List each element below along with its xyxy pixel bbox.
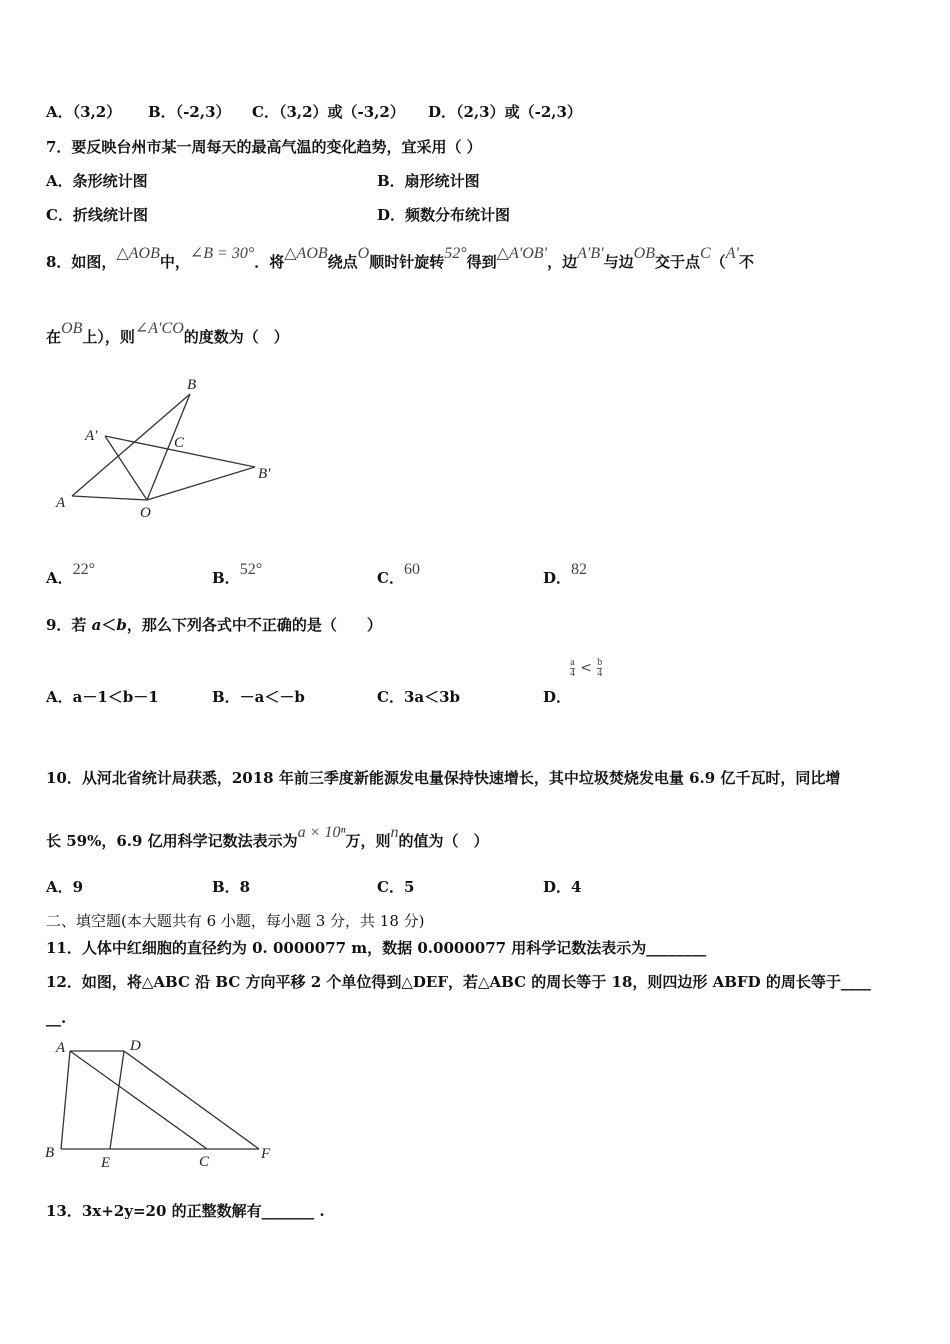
label-C: C: [174, 435, 185, 451]
label-E: E: [101, 1155, 111, 1171]
q10-text: 万，则: [345, 832, 391, 850]
label-C: C: [199, 1154, 210, 1170]
q9-option-d: [543, 656, 603, 707]
segment-AC: [70, 1051, 207, 1149]
q8-math: △AOB: [284, 245, 328, 262]
q8-option-label: A．: [46, 569, 73, 587]
q8-rotation-figure: [50, 370, 290, 520]
q6-option-b: B．（-2,3）: [148, 103, 231, 121]
q9-text: 9．若: [46, 616, 92, 634]
q13-stem: 13．3x+2y=20 的正整数解有_______ .: [46, 1202, 325, 1220]
q8-text: （: [710, 253, 726, 271]
q6-option-d: D．（2,3）或（-2,3）: [428, 103, 582, 121]
q8-text: 8．如图，: [46, 253, 117, 271]
q8-math: △A′OB′: [496, 245, 548, 262]
q8-text: 上），则: [82, 328, 135, 346]
q9-option-d-formula: [570, 657, 602, 679]
numerator: a: [570, 656, 575, 668]
q9-stem: [46, 615, 382, 635]
q8-math: 52°: [444, 245, 467, 262]
label-A: A: [56, 495, 66, 511]
q9-option-c: C．3a＜3b: [377, 688, 461, 706]
q8-math: OB: [61, 320, 83, 337]
q8-text: 与边: [603, 253, 634, 271]
q8-option-label: D．: [543, 569, 572, 587]
q8-stem-line2: [46, 320, 289, 348]
q8-text: 在: [46, 328, 62, 346]
segment-DF: [124, 1051, 259, 1149]
q8-text: 绕点: [327, 253, 358, 271]
q8-text: 交于点: [654, 253, 700, 271]
q9-text: ＜: [101, 616, 117, 634]
q8-math: A′: [725, 245, 739, 262]
denominator: 4: [570, 667, 575, 679]
q6-option-c: C．（3,2）或（-3,2）: [252, 103, 405, 121]
q8-text: 中，: [159, 253, 190, 271]
q8-option-c: [377, 561, 420, 589]
q8-stem-line1: [46, 245, 754, 273]
q8-option-value: 52°: [239, 561, 263, 578]
label-A: A: [56, 1040, 66, 1056]
segment-OB1: [147, 467, 255, 500]
label-B: B: [45, 1145, 55, 1161]
q9-option-label: D．: [543, 688, 572, 706]
q8-text: 不: [738, 253, 754, 271]
q10-math: n: [390, 824, 399, 841]
q9-option-a: A．a－1＜b－1: [46, 688, 159, 706]
q10-math: a × 10ⁿ: [297, 824, 346, 841]
q8-math: O: [357, 245, 370, 262]
q8-option-b: [212, 561, 263, 589]
q8-math: OB: [633, 245, 655, 262]
label-B: B: [187, 377, 197, 393]
fraction-b-over-4: [597, 658, 602, 679]
q7-option-b: B．扇形统计图: [377, 172, 480, 190]
q8-math: △AOB: [116, 245, 160, 262]
label-A1: A′: [85, 428, 98, 444]
q8-option-d: [543, 561, 588, 589]
q8-text: 得到: [466, 253, 497, 271]
q8-text: ，边: [547, 253, 578, 271]
segment-AB: [61, 1051, 70, 1149]
q12-stem-line1: 12．如图，将△ABC 沿 BC 方向平移 2 个单位得到△DEF，若△ABC 的周长等于 18，则四边形 ABFD 的周长等于____: [46, 973, 871, 991]
q10-text: 的值为（ ）: [398, 832, 489, 850]
numerator: b: [597, 656, 603, 668]
q10-text: 长 59%，6.9 亿用科学记数法表示为: [46, 832, 298, 850]
q7-option-c: C．折线统计图: [46, 206, 148, 224]
less-than-sign: <: [580, 660, 592, 676]
q6-option-a: A．（3,2）: [46, 103, 122, 121]
q7-stem: 7．要反映台州市某一周每天的最高气温的变化趋势，宜采用（ ）: [46, 138, 482, 156]
fraction-a-over-4: [570, 658, 575, 679]
q8-option-value: 60: [403, 561, 420, 578]
label-B1: B′: [258, 466, 271, 482]
q10-option-a: A．9: [46, 878, 84, 896]
q7-option-a: A．条形统计图: [46, 172, 148, 190]
section-2-title: 二、填空题(本大题共有 6 小题，每小题 3 分，共 18 分): [46, 912, 425, 930]
q7-option-d: D．频数分布统计图: [377, 206, 511, 224]
segment-AB: [72, 394, 190, 496]
q9-option-b: B．－a＜－b: [212, 688, 305, 706]
label-O: O: [140, 505, 151, 520]
q8-math: ∠A′CO: [134, 320, 184, 337]
q8-math: A′B′: [577, 245, 604, 262]
segment-AO: [72, 496, 147, 500]
q10-stem-line1: 10．从河北省统计局获悉，2018 年前三季度新能源发电量保持快速增长，其中垃圾焚烧发电量 6.9 亿千瓦时，同比增: [46, 769, 841, 787]
q10-option-c: C．5: [377, 878, 415, 896]
q10-option-d: D．4: [543, 878, 582, 896]
q8-option-label: C．: [377, 569, 404, 587]
q8-math: C: [700, 245, 711, 262]
q10-stem-line2: [46, 824, 489, 852]
q8-option-label: B．: [212, 569, 240, 587]
q8-text: ．将: [254, 253, 285, 271]
q8-option-a: [46, 561, 96, 589]
segment-A1O: [105, 436, 147, 500]
q8-text: 的度数为（ ）: [183, 328, 289, 346]
q8-option-value: 82: [571, 561, 588, 578]
q10-option-b: B．8: [212, 878, 251, 896]
label-D: D: [130, 1038, 141, 1054]
q12-stem-line2: __.: [46, 1009, 67, 1027]
segment-DE: [110, 1051, 124, 1149]
q8-math: ∠B = 30°: [189, 245, 255, 262]
label-F: F: [261, 1146, 271, 1162]
q9-var: b: [116, 616, 127, 634]
denominator: 4: [597, 667, 603, 679]
q8-text: 顺时针旋转: [369, 253, 445, 271]
q12-translation-figure: [40, 1032, 280, 1172]
q9-text: ，那么下列各式中不正确的是（ ）: [126, 616, 382, 634]
q9-var: a: [91, 616, 102, 634]
q11-stem: 11．人体中红细胞的直径约为 0. 0000077 m，数据 0.0000077 用科学记数法表示为________: [46, 939, 707, 957]
q8-option-value: 22°: [72, 561, 96, 578]
